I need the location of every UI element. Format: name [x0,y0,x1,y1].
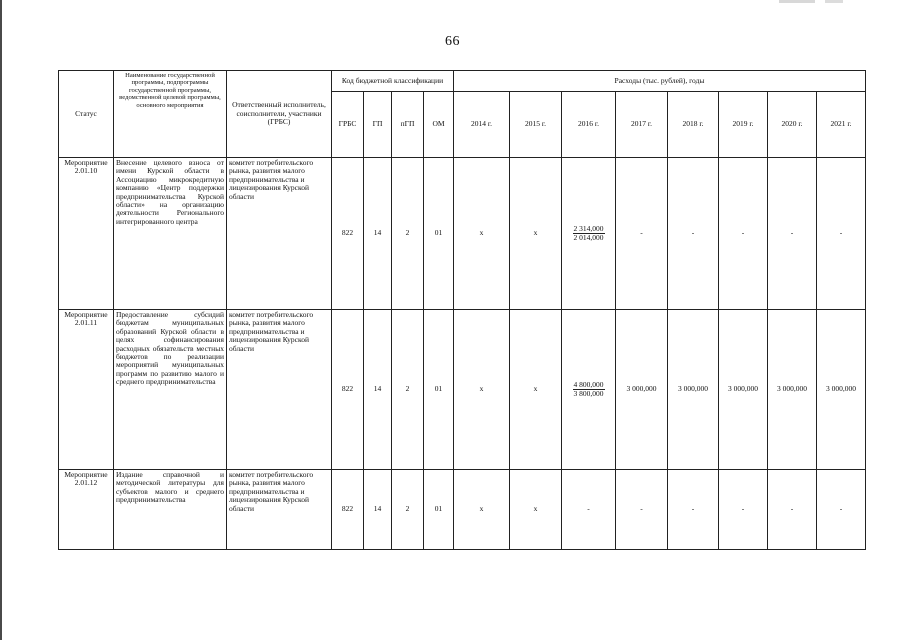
cell-grbs: 822 [332,470,364,550]
header-code-grbs: ГРБС [332,92,364,158]
scan-artifact [779,0,815,3]
cell-2021: 3 000,000 [817,310,866,470]
cell-gp: 14 [364,310,392,470]
cell-pgp: 2 [392,470,424,550]
cell-2015: х [510,158,562,310]
header-year-2020: 2020 г. [768,92,817,158]
old-value: 2 314,000 [573,223,604,233]
row-status: Мероприятие 2.01.12 [59,470,114,550]
header-name: Наименование государственной программы, подпрограммы государственной программы, ведомственной целевой программы, основного мероприятия [114,71,227,158]
header-responsible: Ответственный исполнитель, соисполнители, участники (ГРБС) [227,71,332,158]
cell-pgp: 2 [392,310,424,470]
cell-2020: - [768,470,817,550]
header-year-2019: 2019 г. [719,92,768,158]
cell-om: 01 [424,310,454,470]
header-budget-code: Код бюджетной классификации [332,71,454,92]
cell-2015: х [510,310,562,470]
cell-2021: - [817,470,866,550]
header-code-gp: ГП [364,92,392,158]
new-value: 2 014,000 [573,232,604,242]
cell-2014: х [454,310,510,470]
cell-2019: 3 000,000 [719,310,768,470]
cell-2017: - [616,158,668,310]
row-responsible: комитет потребительского рынка, развития малого предпринимательства и лицензирования Курской области [227,158,332,310]
cell-2018: - [668,470,719,550]
new-value: 3 800,000 [573,388,604,398]
cell-grbs: 822 [332,310,364,470]
cell-2016: - [562,470,616,550]
header-code-om: ОМ [424,92,454,158]
table-row [59,310,866,470]
row-name: Предоставление субсидий бюджетам муниципальных образований Курской области в целях софинансирования расходных обязательств местных бюджетов по реализации мероприятий муниципальных программ по развитию малого и среднего предпринимательства [114,310,227,470]
cell-gp: 14 [364,470,392,550]
header-year-2016: 2016 г. [562,92,616,158]
header-year-2018: 2018 г. [668,92,719,158]
cell-pgp: 2 [392,158,424,310]
cell-2019: - [719,470,768,550]
header-row-top [59,71,866,92]
budget-table [58,70,866,550]
cell-grbs: 822 [332,158,364,310]
row-name: Внесение целевого взноса от имени Курской области в Ассоциацию микрокредитную компанию «Центр поддержки предпринимательства Курской области» на организацию деятельности Регионального интегрированного центра [114,158,227,310]
row-responsible: комитет потребительского рынка, развития малого предпринимательства и лицензирования Курской области [227,470,332,550]
header-year-2021: 2021 г. [817,92,866,158]
header-year-2015: 2015 г. [510,92,562,158]
cell-2015: х [510,470,562,550]
header-expenses: Расходы (тыс. рублей), годы [454,71,866,92]
table-row [59,158,866,310]
cell-om: 01 [424,158,454,310]
cell-gp: 14 [364,158,392,310]
header-year-2017: 2017 г. [616,92,668,158]
cell-2019: - [719,158,768,310]
cell-2020: - [768,158,817,310]
scan-artifact [825,0,843,3]
row-responsible: комитет потребительского рынка, развития малого предпринимательства и лицензирования Курской области [227,310,332,470]
cell-2020: 3 000,000 [768,310,817,470]
cell-2017: 3 000,000 [616,310,668,470]
amended-value [573,225,605,242]
header-code-pgp: пГП [392,92,424,158]
cell-2014: х [454,470,510,550]
row-status: Мероприятие 2.01.11 [59,310,114,470]
old-value: 4 800,000 [573,379,604,389]
cell-2017: - [616,470,668,550]
cell-2016 [562,310,616,470]
scan-left-edge [0,0,2,640]
cell-2018: 3 000,000 [668,310,719,470]
row-name: Издание справочной и методической литературы для субъектов малого и среднего предпринимательства [114,470,227,550]
cell-om: 01 [424,470,454,550]
page-number: 66 [445,34,460,49]
cell-2021: - [817,158,866,310]
cell-2018: - [668,158,719,310]
amended-value [573,381,605,398]
header-status: Статус [59,71,114,158]
row-status: Мероприятие 2.01.10 [59,158,114,310]
cell-2014: х [454,158,510,310]
cell-2016 [562,158,616,310]
header-year-2014: 2014 г. [454,92,510,158]
table-row [59,470,866,550]
